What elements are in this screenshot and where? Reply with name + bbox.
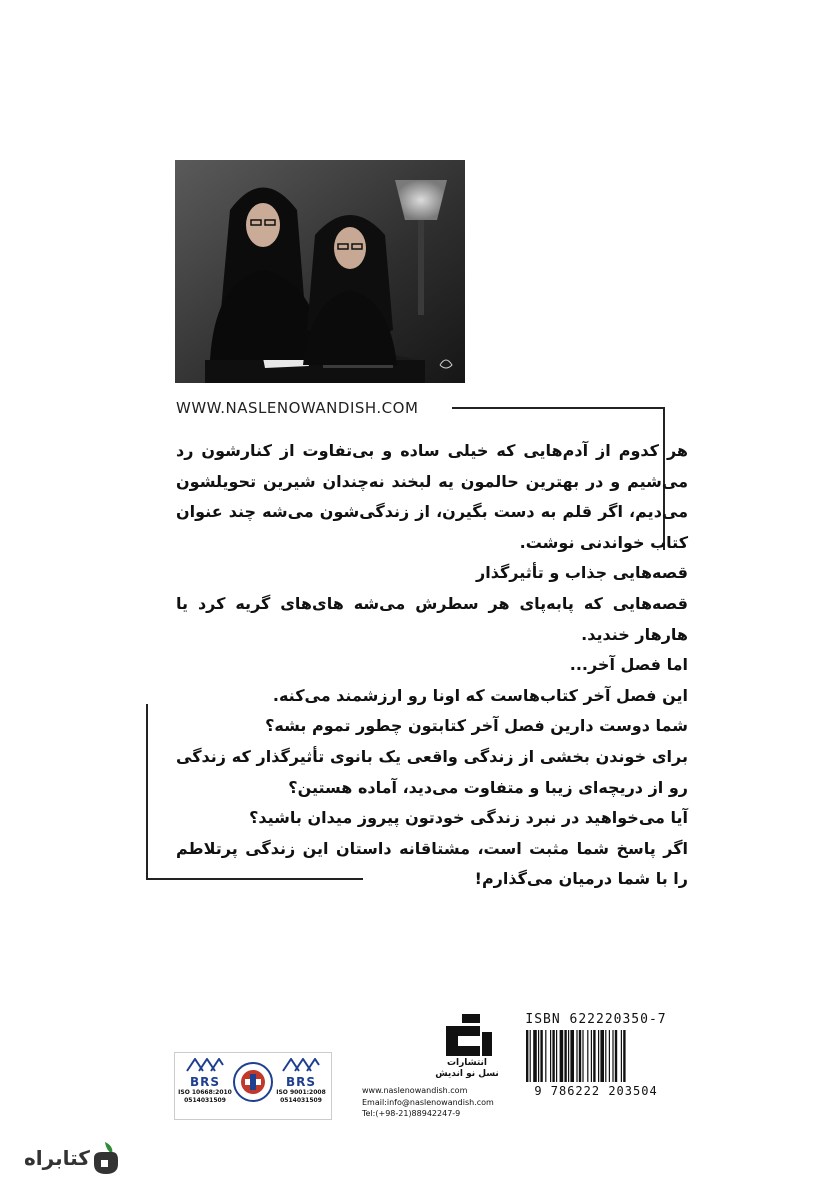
publisher-logo-icon [440,1012,496,1058]
author-photo [175,160,465,383]
brs-logo-icon [185,1058,225,1072]
website-url: WWW.NASLENOWANDISH.COM [176,399,419,417]
frame-left-rule [146,704,148,880]
blurb-paragraph: برای خوندن بخشی از زندگی واقعی یک بانوی تأثیرگذار که زندگی رو از دریچه‌ای زیبا و متفاوت می‌دید، آماده هستین؟ [176,746,688,797]
ketabrah-label: کتابراه [24,1146,90,1170]
gob-seal-icon [232,1061,274,1103]
blurb-paragraph: قصه‌هایی جذاب و تأثیرگذار [476,563,688,583]
blurb-paragraph: اگر پاسخ شما مثبت است، مشتاقانه داستان این زندگی پرتلاطم را با شما درمیان می‌گذارم! [176,838,688,889]
ketabrah-logo-icon [90,1140,120,1176]
back-cover-blurb [176,436,688,895]
publisher-contact [362,1085,506,1120]
publisher-tel: Tel:(+98-21)88942247-9 [362,1109,461,1118]
cert-badge: BRS ISO 10668:2010 0514031509 [177,1057,233,1105]
frame-top-rule [452,407,664,409]
cert-badge: BRS ISO 9001:2008 0514031509 [273,1057,329,1105]
blurb-paragraph: اما فصل آخر... [569,655,688,675]
blurb-paragraph: این فصل آخر کتاب‌هاست که اونا رو ارزشمند می‌کنه. [272,685,688,705]
barcode-icon [522,1030,670,1084]
publisher-email: Email:info@naslenowandish.com [362,1097,494,1107]
isbn-barcode-block [522,1012,670,1098]
isbn-digits: 9 786222 203504 [534,1084,658,1098]
publisher-web: www.naslenowandish.com [362,1086,468,1095]
ketabrah-watermark [20,1140,120,1176]
blurb-paragraph: هر کدوم از آدم‌هایی که خیلی ساده و بی‌تفاوت از کنارشون رد می‌شیم و در بهترین حالمون یه لبخند نه‌چندان شیرین تحویلشون می‌دیم، اگر قلم به دست بگیرن، از زندگی‌شون می‌شه چند عنوان کتاب خواندنی نوشت. [176,441,688,552]
blurb-paragraph: شما دوست دارین فصل آخر کتابتون چطور تموم بشه؟ [265,716,688,736]
certifications [174,1052,332,1120]
blurb-paragraph: قصه‌هایی که پابه‌پای هر سطرش می‌شه های‌های گریه کرد یا هارهار خندید. [176,593,688,644]
isbn-label: ISBN 622220350-7 [525,1012,667,1027]
publisher-name: انتشارات نسل نو اندیش [435,1058,499,1079]
brs-logo-icon [281,1058,321,1072]
blurb-paragraph: آیا می‌خواهید در نبرد زندگی خودتون پیروز میدان باشید؟ [249,808,688,828]
